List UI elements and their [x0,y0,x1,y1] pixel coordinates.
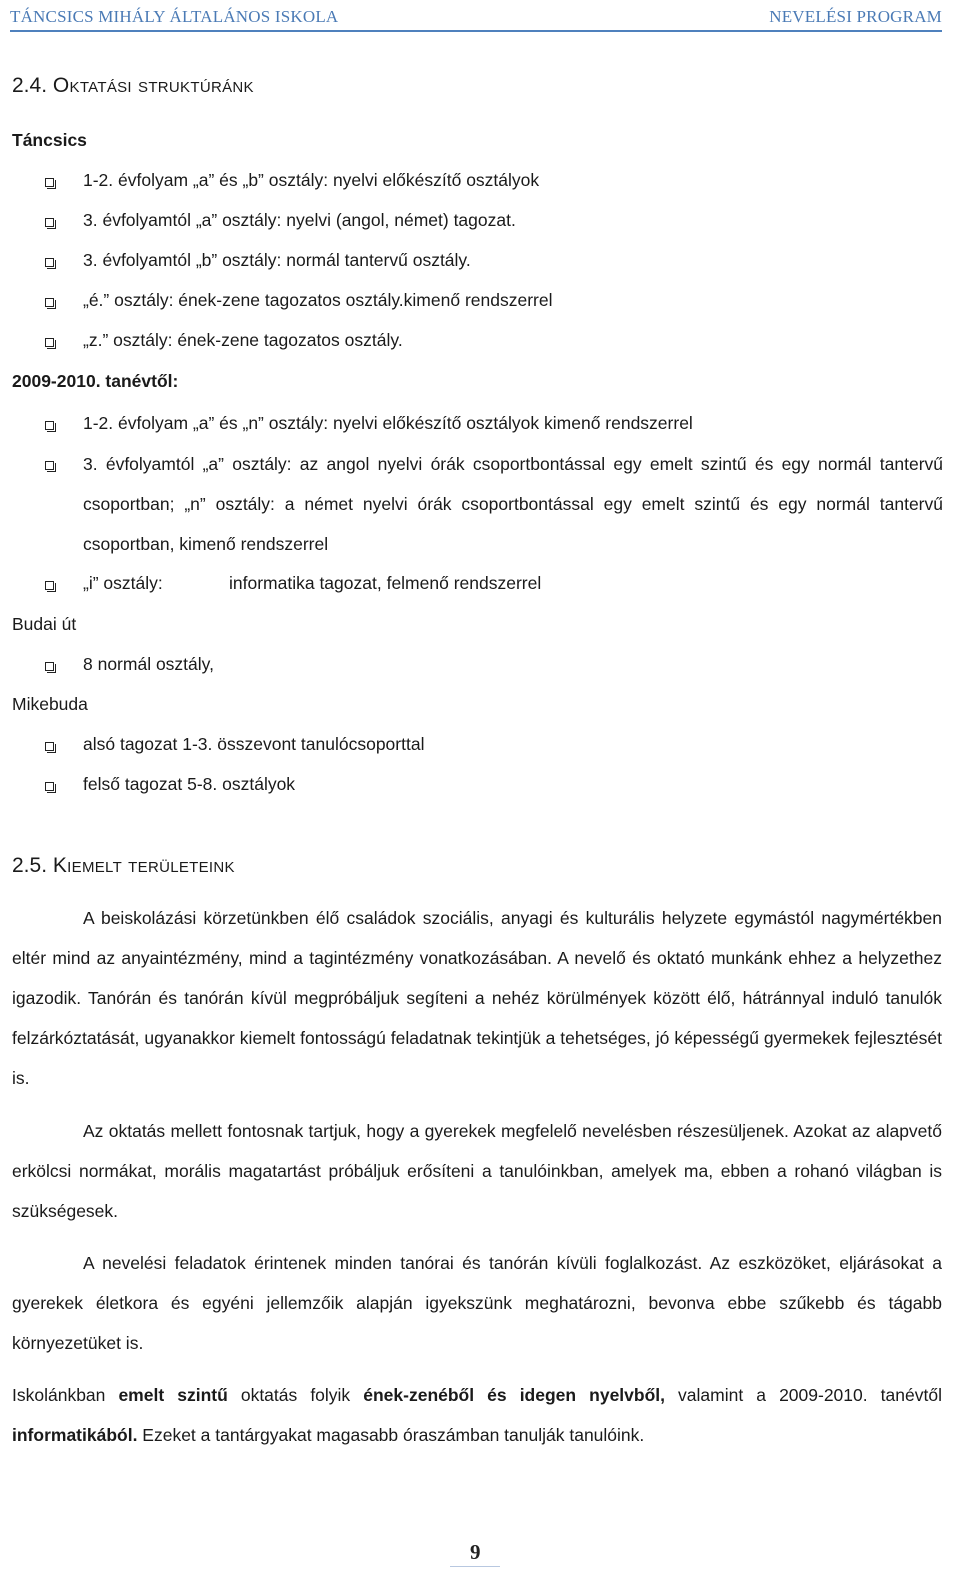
header-document-title: NEVELÉSI PROGRAM [769,7,942,26]
i-class-label: „i” osztály: [83,573,163,593]
list-item: 8 normál osztály, [83,654,214,674]
subheading-budai: Budai út [12,614,77,634]
footer-divider [450,1566,500,1567]
checkbox-bullet-icon [45,782,54,791]
checkbox-bullet-icon [45,338,54,347]
checkbox-bullet-icon [45,742,54,751]
p4-text-2: oktatás folyik [227,1385,364,1405]
list-item: 3. évfolyamtól „a” osztály: nyelvi (angol, német) tagozat. [83,210,516,230]
list-item-i-class [83,573,541,594]
checkbox-bullet-icon [45,421,54,430]
list-item: „z.” osztály: ének-zene tagozatos osztály. [83,330,403,350]
paragraph-3: A nevelési feladatok érintenek minden tanórai és tanórán kívüli foglalkozást. Az eszközöket, eljárásokat a gyerekek életkora és egyéni jellemzőik alapján igyekszünk meghatározni, bevonva ebbe szűkebb és tágabb környezetüket is. [12,1253,942,1353]
section-title: Kiemelt területeink [52,854,235,877]
paragraph-2: Az oktatás mellett fontosnak tartjuk, hogy a gyerekek megfelelő nevelésben részesüljenek. Azokat az alapvető erkölcsi normákat, morális magatartást próbáljuk erősíteni a tanulóinkban, amelyek ma, ebben a rohanó világban is szükségesek. [12,1121,942,1221]
list-item: alsó tagozat 1-3. összevont tanulócsoporttal [83,734,425,754]
section-heading-2-4 [12,74,254,98]
subheading-tancsics: Táncsics [12,130,87,150]
page-header [10,4,942,32]
checkbox-bullet-icon [45,258,54,267]
paragraph-4 [12,1375,942,1455]
list-item: „é.” osztály: ének-zene tagozatos osztály.kimenő rendszerrel [83,290,553,310]
checkbox-bullet-icon [45,298,54,307]
i-class-text: informatika tagozat, felmenő rendszerrel [229,573,542,593]
p4-bold-1: emelt szintű [118,1385,228,1405]
checkbox-bullet-icon [45,178,54,187]
list-item: 3. évfolyamtól „b” osztály: normál tantervű osztály. [83,250,471,270]
list-item: 1-2. évfolyam „a” és „n” osztály: nyelvi előkészítő osztályok kimenő rendszerrel [83,413,693,433]
subheading-from-2009: 2009-2010. tanévtől: [12,371,179,391]
paragraph-1: A beiskolázási körzetünkben élő családok szociális, anyagi és kulturális helyzete egymástól nagymértékben eltér mind az anyaintézmény, mind a tagintézmény vonatkozásában. A nevelő és oktató munkánk ehhez a helyzethez igazodik. Tanórán és tanórán kívül megpróbáljuk segíteni a nehéz körülmények között élő, hátránnyal induló tanulók felzárkóztatását, ugyanakkor kiemelt fontosságú feladatnak tekintjük a tehetséges, jó képességű gyermekek fejlesztését is. [12,908,942,1088]
page-number: 9 [470,1540,481,1564]
list-item: 3. évfolyamtól „a” osztály: az angol nyelvi órák csoportbontással egy emelt szintű és egy normál tantervű csoportban; „n” osztály: a német nyelvi órák csoportbontással egy emelt szintű és egy normál tantervű csoportban, kimenő rendszerrel [83,454,943,554]
p4-text-4: Ezeket a tantárgyakat magasabb óraszámban tanulják tanulóink. [137,1425,645,1445]
p4-text-3: valamint a 2009-2010. tanévtől [665,1385,942,1405]
section-heading-2-5 [12,854,235,878]
list-item: felső tagozat 5-8. osztályok [83,774,296,794]
section-number: 2.4. [12,74,48,97]
p4-bold-2: ének-zenéből és idegen nyelvből, [363,1385,665,1405]
section-number: 2.5. [12,854,48,877]
p4-bold-3: informatikából. [12,1425,138,1445]
section-title: Oktatási struktúránk [52,74,254,97]
checkbox-bullet-icon [45,662,54,671]
checkbox-bullet-icon [45,581,54,590]
p4-text-1: Iskolánkban [12,1385,119,1405]
subheading-mikebuda: Mikebuda [12,694,88,714]
header-school-name: TÁNCSICS MIHÁLY ÁLTALÁNOS ISKOLA [10,7,339,26]
list-item: 1-2. évfolyam „a” és „b” osztály: nyelvi előkészítő osztályok [83,170,540,190]
checkbox-bullet-icon [45,218,54,227]
checkbox-bullet-icon [45,461,54,470]
